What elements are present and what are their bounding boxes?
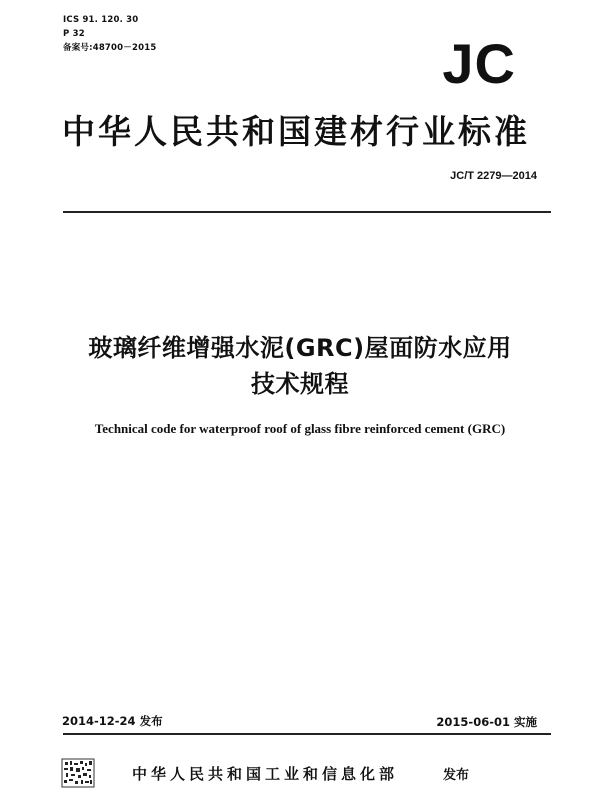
ministry-emblem-icon xyxy=(61,758,95,788)
standard-category-title: 中华人民共和国建材行业标准 xyxy=(62,112,530,151)
ccs-number: P 32 xyxy=(63,29,85,39)
document-title-cn-line2: 技术规程 xyxy=(251,370,349,398)
implementation-date: 2015-06-01 实施 xyxy=(436,715,537,729)
issue-verb: 发布 xyxy=(443,768,470,783)
jc-logo: JC xyxy=(442,32,516,95)
issue-date: 2014-12-24 发布 xyxy=(62,714,163,728)
footer-divider xyxy=(63,733,551,735)
standard-code: JC/T 2279—2014 xyxy=(450,170,537,182)
issuing-authority: 中华人民共和国工业和信息化部 xyxy=(132,765,399,783)
document-title-en: Technical code for waterproof roof of glass fibre reinforced cement (GRC) xyxy=(94,421,506,436)
ics-number: ICS 91. 120. 30 xyxy=(63,15,139,25)
record-number: 备案号:48700－2015 xyxy=(63,43,157,53)
document-title-cn-line1: 玻璃纤维增强水泥(GRC)屋面防水应用 xyxy=(88,334,512,362)
header-divider xyxy=(63,211,551,213)
